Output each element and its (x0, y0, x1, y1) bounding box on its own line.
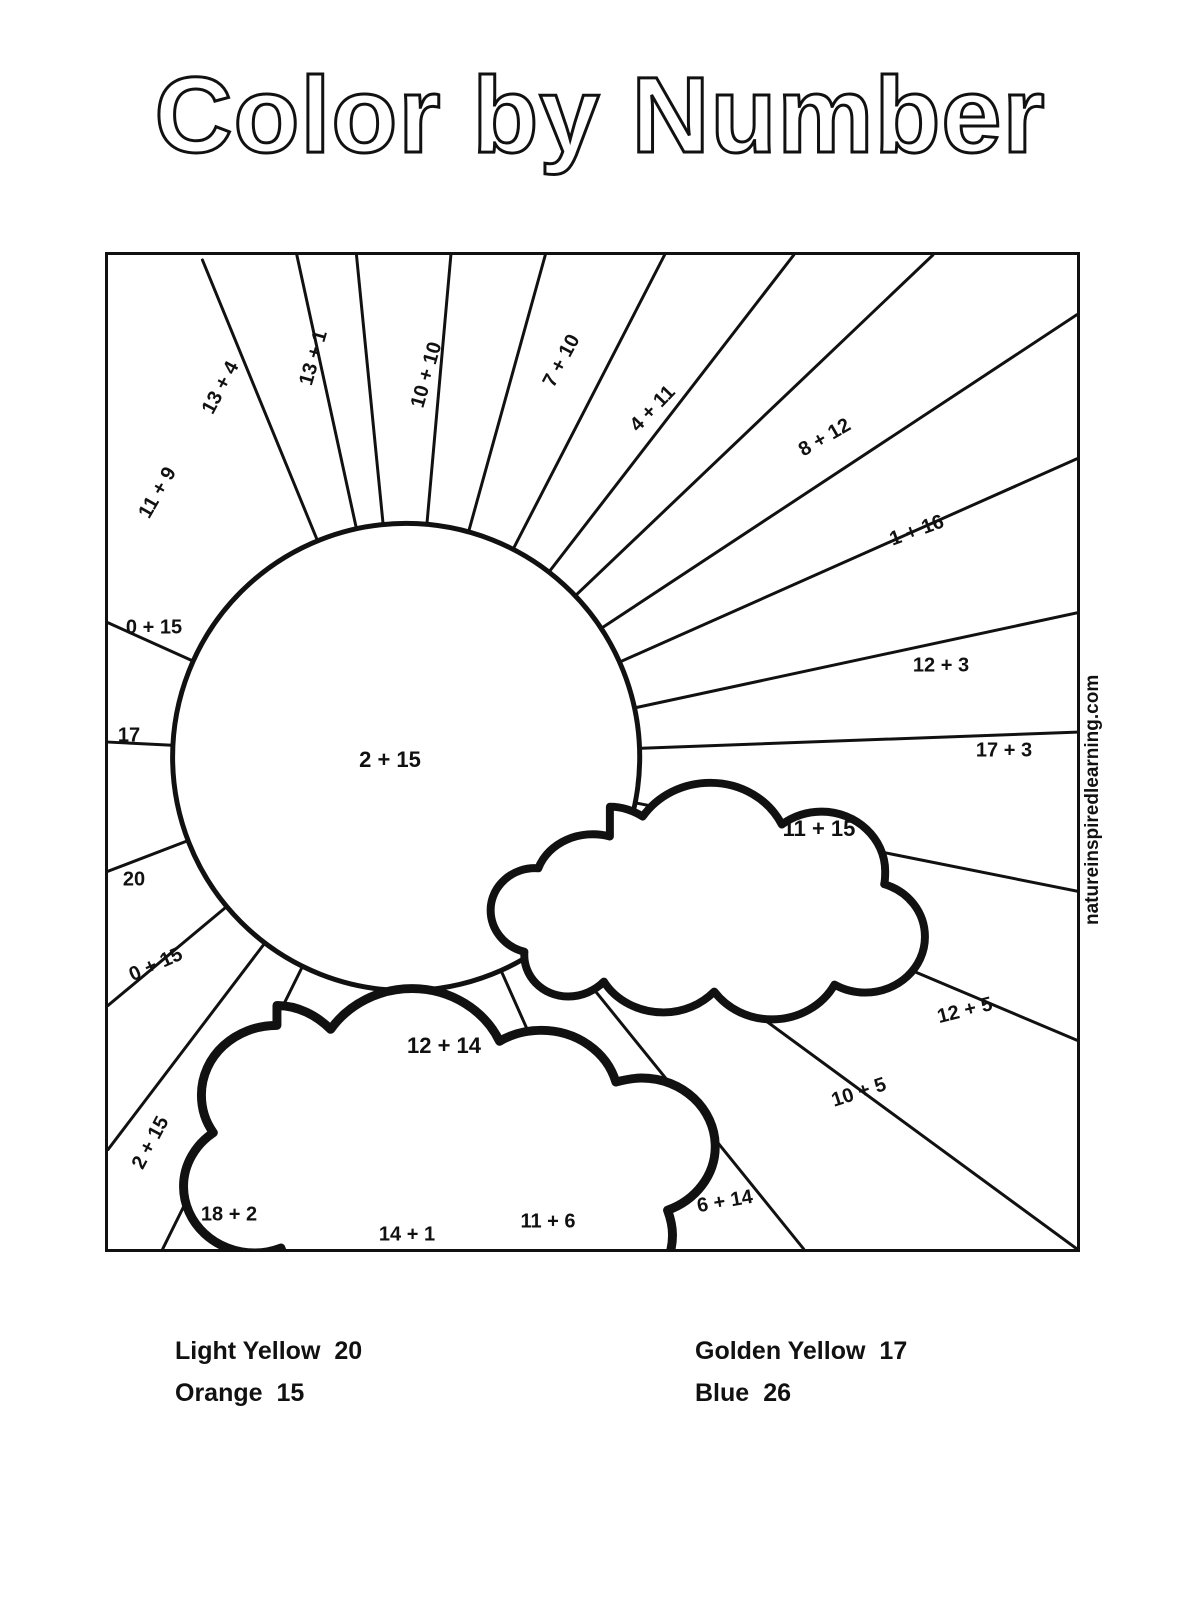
region-label-ray-13-1: 13 + 1 (295, 327, 332, 388)
region-label-ray-12-5: 12 + 5 (934, 993, 995, 1028)
legend-color-label: Blue (695, 1378, 750, 1407)
color-key (175, 1330, 1055, 1414)
region-label-ray-17-3: 17 + 3 (975, 739, 1033, 762)
region-label-ray-12-3: 12 + 3 (912, 654, 970, 677)
region-label-ray-8-12: 8 + 12 (794, 413, 855, 462)
legend-item-golden-yellow (695, 1330, 1055, 1372)
legend-number: 26 (763, 1378, 791, 1407)
region-label-ray-18-2: 18 + 2 (200, 1203, 258, 1226)
region-label-ray-11-6: 11 + 6 (520, 1210, 576, 1233)
region-label-sun-2-15: 2 + 15 (359, 747, 421, 772)
region-label-ray-17: 17 (117, 724, 141, 747)
legend-item-light-yellow (175, 1330, 695, 1372)
region-label-ray-20: 20 (122, 868, 146, 891)
legend-number: 15 (276, 1378, 305, 1407)
legend-item-orange (175, 1372, 695, 1414)
legend-item-blue (695, 1372, 1055, 1414)
region-label-ray-7-10: 7 + 10 (538, 330, 585, 391)
region-label-ray-2-15: 2 + 15 (127, 1112, 174, 1173)
region-label-ray-14-1: 14 + 1 (378, 1223, 436, 1246)
page-title: Color by Number (154, 54, 1046, 175)
region-label-ray-4-11: 4 + 11 (625, 381, 680, 437)
region-label-cloud-12-14: 12 + 14 (406, 1033, 482, 1058)
region-label-ray-1-16: 1 + 16 (886, 510, 947, 551)
legend-color-label: Orange (175, 1378, 263, 1407)
region-label-cloud-11-15: 11 + 15 (782, 816, 856, 841)
legend-color-label: Golden Yellow (695, 1336, 866, 1365)
region-label-ray-10-5: 10 + 5 (828, 1073, 889, 1112)
coloring-picture (105, 252, 1080, 1252)
region-label-ray-0-15-b: 0 + 15 (125, 943, 186, 987)
legend-number: 20 (334, 1336, 363, 1365)
site-credit: natureinspiredlearning.com (1082, 674, 1103, 925)
picture-linework (108, 255, 1077, 1249)
region-label-ray-13-4: 13 + 4 (197, 357, 244, 418)
region-label-ray-0-15-a: 0 + 15 (125, 616, 183, 639)
legend-color-label: Light Yellow (175, 1336, 321, 1365)
region-label-ray-11-9: 11 + 9 (134, 463, 181, 523)
region-label-ray-10-10: 10 + 10 (406, 339, 447, 411)
region-label-ray-6-14: 6 + 14 (695, 1185, 755, 1218)
legend-number: 17 (879, 1336, 908, 1365)
